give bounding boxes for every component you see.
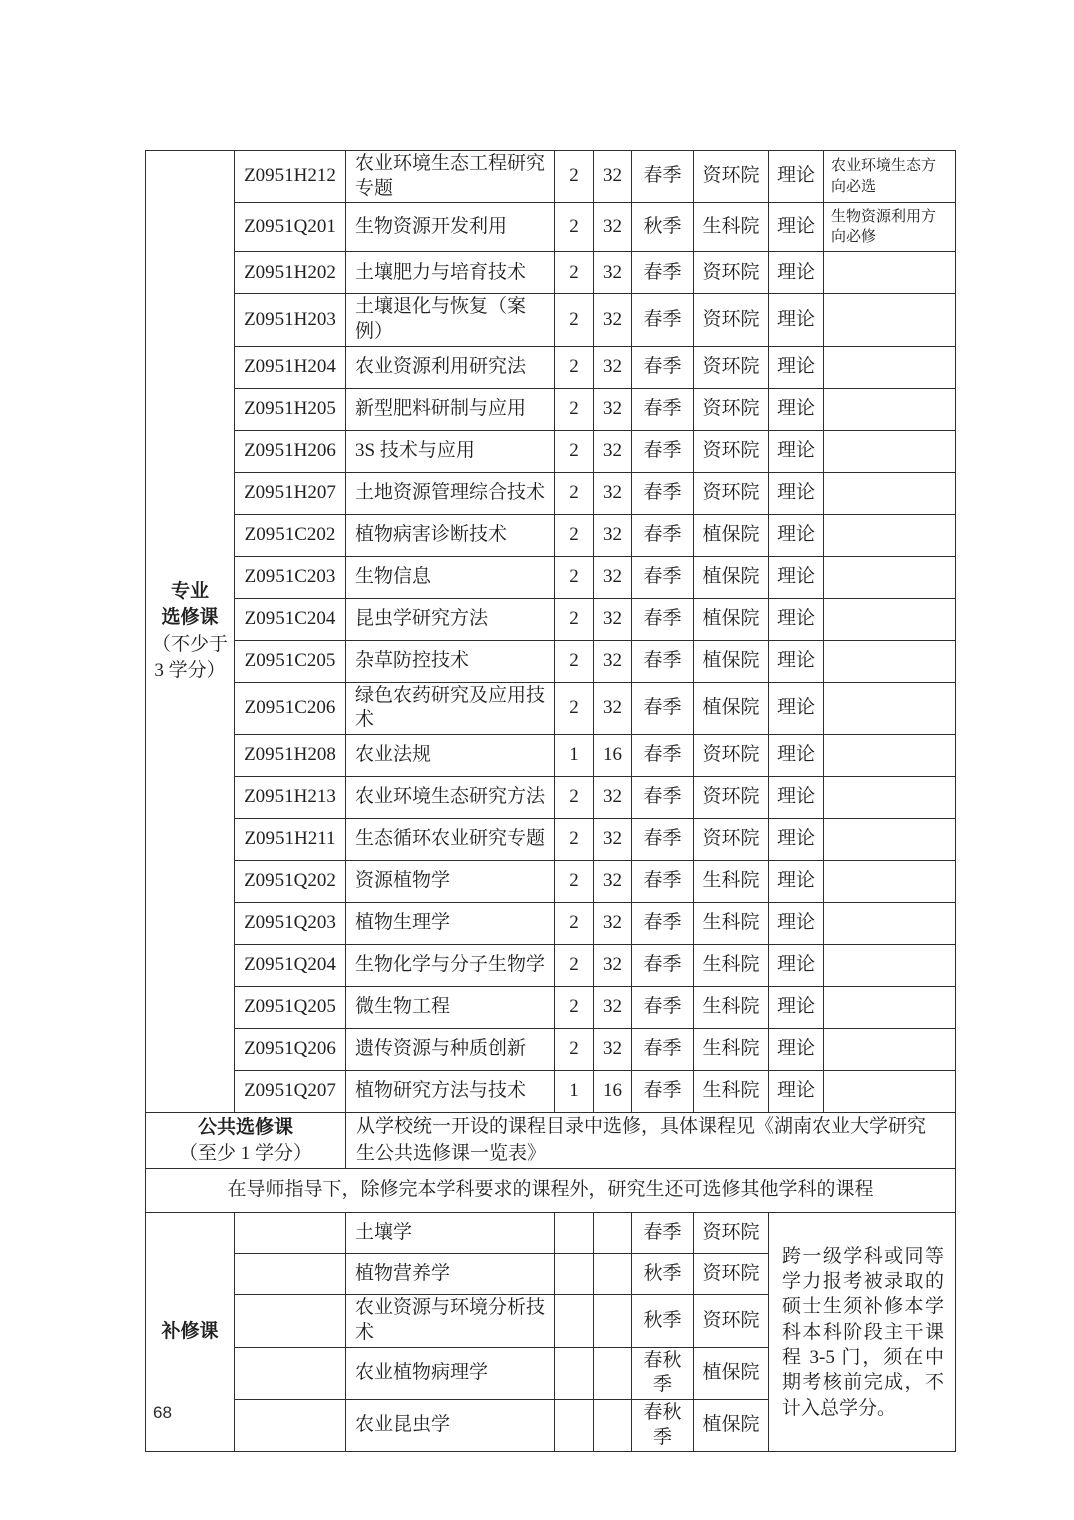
department-cell: 生科院: [694, 903, 769, 945]
course-name-cell: 微生物工程: [346, 987, 555, 1029]
department-cell: 资环院: [694, 777, 769, 819]
remark-cell: [824, 945, 956, 987]
public-elective-description-cell: 从学校统一开设的课程目录中选修，具体课程见《湖南农业大学研究生公共选修课一览表》: [346, 1113, 956, 1169]
course-code-cell: [235, 1347, 346, 1399]
course-row: [146, 777, 956, 819]
course-name-cell: 农业植物病理学: [346, 1347, 555, 1399]
hours-cell: 32: [594, 640, 632, 682]
semester-cell: 春秋季: [632, 1400, 694, 1452]
hours-cell: 16: [594, 735, 632, 777]
hours-cell: 32: [594, 819, 632, 861]
department-cell: 植保院: [694, 682, 769, 734]
remark-cell: [824, 640, 956, 682]
remark-cell: [824, 987, 956, 1029]
credits-cell: 2: [555, 346, 594, 388]
course-name-cell: 绿色农药研究及应用技术: [346, 682, 555, 734]
course-row: [146, 151, 956, 203]
course-type-cell: 理论: [769, 1029, 824, 1071]
department-cell: 资环院: [694, 388, 769, 430]
credits-cell: 2: [555, 945, 594, 987]
course-row: [146, 945, 956, 987]
credits-cell: 2: [555, 777, 594, 819]
course-name-cell: 土壤肥力与培育技术: [346, 252, 555, 294]
elective-category-note: 3 学分）: [154, 659, 226, 681]
department-cell: 资环院: [694, 819, 769, 861]
hours-cell: 32: [594, 987, 632, 1029]
course-name-cell: 农业环境生态研究方法: [346, 777, 555, 819]
credits-cell: 2: [555, 203, 594, 252]
course-type-cell: 理论: [769, 556, 824, 598]
hours-cell: 32: [594, 903, 632, 945]
semester-cell: 春季: [632, 151, 694, 203]
department-cell: 植保院: [694, 514, 769, 556]
semester-cell: 秋季: [632, 1254, 694, 1295]
course-name-cell: 新型肥料研制与应用: [346, 388, 555, 430]
remark-cell: [824, 388, 956, 430]
hours-cell: 32: [594, 777, 632, 819]
semester-cell: 春季: [632, 987, 694, 1029]
credits-cell: [555, 1400, 594, 1452]
semester-cell: 春季: [632, 252, 694, 294]
remark-cell: 生物资源利用方向必修: [824, 203, 956, 252]
department-cell: 生科院: [694, 203, 769, 252]
hours-cell: 32: [594, 861, 632, 903]
hours-cell: 32: [594, 682, 632, 734]
department-cell: 资环院: [694, 151, 769, 203]
course-row: [146, 735, 956, 777]
course-name-cell: 3S 技术与应用: [346, 430, 555, 472]
course-type-cell: 理论: [769, 151, 824, 203]
course-row: [146, 861, 956, 903]
course-name-cell: 生物信息: [346, 556, 555, 598]
credits-cell: 2: [555, 514, 594, 556]
course-row: [146, 430, 956, 472]
credits-cell: [555, 1295, 594, 1347]
course-code-cell: Z0951Q203: [235, 903, 346, 945]
remark-cell: 农业环境生态方向必选: [824, 151, 956, 203]
department-cell: 资环院: [694, 294, 769, 346]
department-cell: 资环院: [694, 472, 769, 514]
course-name-cell: 土壤学: [346, 1213, 555, 1254]
credits-cell: [555, 1213, 594, 1254]
course-name-cell: 植物病害诊断技术: [346, 514, 555, 556]
page-number: 68: [153, 1403, 172, 1422]
course-row: [146, 598, 956, 640]
remark-cell: [824, 903, 956, 945]
course-code-cell: Z0951C204: [235, 598, 346, 640]
course-type-cell: 理论: [769, 472, 824, 514]
course-name-cell: 植物研究方法与技术: [346, 1071, 555, 1113]
remark-cell: [824, 1071, 956, 1113]
department-cell: 生科院: [694, 987, 769, 1029]
credits-cell: 2: [555, 294, 594, 346]
course-code-cell: [235, 1254, 346, 1295]
course-code-cell: Z0951C206: [235, 682, 346, 734]
semester-cell: 春季: [632, 556, 694, 598]
course-type-cell: 理论: [769, 945, 824, 987]
course-name-cell: 农业资源利用研究法: [346, 346, 555, 388]
course-code-cell: Z0951Q205: [235, 987, 346, 1029]
department-cell: 生科院: [694, 1029, 769, 1071]
semester-cell: 春季: [632, 294, 694, 346]
remark-cell: [824, 735, 956, 777]
remark-cell: [824, 819, 956, 861]
course-row: [146, 903, 956, 945]
semester-cell: 春季: [632, 346, 694, 388]
elective-category-cell: [146, 151, 235, 1113]
remark-cell: [824, 514, 956, 556]
credits-cell: 2: [555, 819, 594, 861]
hours-cell: 32: [594, 472, 632, 514]
public-elective-title: 公共选修课: [197, 1116, 293, 1138]
elective-category-note: （不少于: [151, 633, 228, 655]
remark-cell: [824, 472, 956, 514]
makeup-course-row: [146, 1213, 956, 1254]
department-cell: 植保院: [694, 1347, 769, 1399]
course-name-cell: 生物化学与分子生物学: [346, 945, 555, 987]
course-name-cell: 农业资源与环境分析技术: [346, 1295, 555, 1347]
semester-cell: 春季: [632, 819, 694, 861]
course-row: [146, 1029, 956, 1071]
course-name-cell: 植物生理学: [346, 903, 555, 945]
course-name-cell: 资源植物学: [346, 861, 555, 903]
credits-cell: 2: [555, 682, 594, 734]
course-table-body: [146, 151, 956, 1452]
course-name-cell: 土地资源管理综合技术: [346, 472, 555, 514]
department-cell: 资环院: [694, 1213, 769, 1254]
course-name-cell: 农业法规: [346, 735, 555, 777]
remark-cell: [824, 252, 956, 294]
semester-cell: 春秋季: [632, 1347, 694, 1399]
course-type-cell: 理论: [769, 819, 824, 861]
semester-cell: 春季: [632, 472, 694, 514]
hours-cell: 32: [594, 556, 632, 598]
department-cell: 资环院: [694, 735, 769, 777]
department-cell: 植保院: [694, 598, 769, 640]
elective-category-label: 专业: [170, 581, 209, 603]
course-name-cell: 农业环境生态工程研究专题: [346, 151, 555, 203]
course-name-cell: 生物资源开发利用: [346, 203, 555, 252]
semester-cell: 春季: [632, 1029, 694, 1071]
course-row: [146, 682, 956, 734]
course-type-cell: 理论: [769, 735, 824, 777]
course-type-cell: 理论: [769, 203, 824, 252]
semester-cell: 春季: [632, 1071, 694, 1113]
course-type-cell: 理论: [769, 987, 824, 1029]
department-cell: 植保院: [694, 556, 769, 598]
course-code-cell: Z0951H211: [235, 819, 346, 861]
credits-cell: 2: [555, 903, 594, 945]
course-type-cell: 理论: [769, 903, 824, 945]
department-cell: 植保院: [694, 640, 769, 682]
public-elective-label-cell: [146, 1113, 346, 1169]
course-row: [146, 203, 956, 252]
credits-cell: 2: [555, 987, 594, 1029]
department-cell: 资环院: [694, 1295, 769, 1347]
hours-cell: 32: [594, 388, 632, 430]
course-code-cell: Z0951Q207: [235, 1071, 346, 1113]
hours-cell: 32: [594, 252, 632, 294]
semester-cell: 春季: [632, 945, 694, 987]
remark-cell: [824, 777, 956, 819]
course-type-cell: 理论: [769, 598, 824, 640]
hours-cell: [594, 1400, 632, 1452]
credits-cell: 2: [555, 472, 594, 514]
course-name-cell: 杂草防控技术: [346, 640, 555, 682]
course-row: [146, 294, 956, 346]
public-elective-row: [146, 1113, 956, 1169]
credits-cell: 2: [555, 388, 594, 430]
course-code-cell: Z0951H205: [235, 388, 346, 430]
department-cell: 生科院: [694, 1071, 769, 1113]
course-name-cell: 土壤退化与恢复（案例）: [346, 294, 555, 346]
tutor-note-cell: 在导师指导下，除修完本学科要求的课程外，研究生还可选修其他学科的课程: [146, 1169, 956, 1213]
makeup-category-cell: 补修课: [146, 1213, 235, 1452]
semester-cell: 春季: [632, 777, 694, 819]
hours-cell: [594, 1213, 632, 1254]
credits-cell: 2: [555, 640, 594, 682]
course-type-cell: 理论: [769, 861, 824, 903]
department-cell: 资环院: [694, 252, 769, 294]
course-row: [146, 346, 956, 388]
remark-cell: [824, 294, 956, 346]
credits-cell: 2: [555, 861, 594, 903]
semester-cell: 春季: [632, 640, 694, 682]
credits-cell: 1: [555, 1071, 594, 1113]
department-cell: 生科院: [694, 861, 769, 903]
course-name-cell: 生态循环农业研究专题: [346, 819, 555, 861]
credits-cell: 2: [555, 151, 594, 203]
tutor-note-row: [146, 1169, 956, 1213]
department-cell: 资环院: [694, 430, 769, 472]
hours-cell: 32: [594, 203, 632, 252]
semester-cell: 秋季: [632, 1295, 694, 1347]
credits-cell: [555, 1254, 594, 1295]
course-code-cell: Z0951H213: [235, 777, 346, 819]
course-row: [146, 472, 956, 514]
department-cell: 植保院: [694, 1400, 769, 1452]
course-name-cell: 遗传资源与种质创新: [346, 1029, 555, 1071]
credits-cell: 2: [555, 430, 594, 472]
remark-cell: [824, 430, 956, 472]
hours-cell: [594, 1295, 632, 1347]
remark-cell: [824, 346, 956, 388]
credits-cell: 2: [555, 598, 594, 640]
course-type-cell: 理论: [769, 346, 824, 388]
remark-cell: [824, 1029, 956, 1071]
hours-cell: 32: [594, 346, 632, 388]
department-cell: 资环院: [694, 1254, 769, 1295]
course-row: [146, 987, 956, 1029]
credits-cell: 2: [555, 1029, 594, 1071]
course-code-cell: [235, 1213, 346, 1254]
semester-cell: 春季: [632, 598, 694, 640]
course-code-cell: Z0951Q201: [235, 203, 346, 252]
course-row: [146, 252, 956, 294]
hours-cell: 32: [594, 598, 632, 640]
course-code-cell: Z0951H203: [235, 294, 346, 346]
semester-cell: 春季: [632, 903, 694, 945]
course-code-cell: Z0951H212: [235, 151, 346, 203]
department-cell: 生科院: [694, 945, 769, 987]
course-code-cell: Z0951C203: [235, 556, 346, 598]
semester-cell: 春季: [632, 388, 694, 430]
course-code-cell: [235, 1295, 346, 1347]
course-row: [146, 556, 956, 598]
course-type-cell: 理论: [769, 514, 824, 556]
course-code-cell: Z0951Q204: [235, 945, 346, 987]
course-type-cell: 理论: [769, 682, 824, 734]
course-code-cell: Z0951H208: [235, 735, 346, 777]
course-type-cell: 理论: [769, 640, 824, 682]
course-type-cell: 理论: [769, 388, 824, 430]
remark-cell: [824, 598, 956, 640]
course-table: [145, 150, 956, 1452]
course-name-cell: 植物营养学: [346, 1254, 555, 1295]
course-code-cell: Z0951H202: [235, 252, 346, 294]
course-code-cell: Z0951H207: [235, 472, 346, 514]
credits-cell: 2: [555, 556, 594, 598]
course-name-cell: 昆虫学研究方法: [346, 598, 555, 640]
makeup-note-cell: 跨一级学科或同等学力报考被录取的硕士生须补修本学科本科阶段主干课程 3-5 门，须在中期考核前完成，不计入总学分。: [769, 1213, 956, 1452]
course-code-cell: Z0951H206: [235, 430, 346, 472]
course-type-cell: 理论: [769, 252, 824, 294]
course-code-cell: Z0951C205: [235, 640, 346, 682]
semester-cell: 秋季: [632, 203, 694, 252]
semester-cell: 春季: [632, 735, 694, 777]
course-type-cell: 理论: [769, 430, 824, 472]
hours-cell: 32: [594, 514, 632, 556]
course-row: [146, 388, 956, 430]
course-type-cell: 理论: [769, 294, 824, 346]
course-row: [146, 1071, 956, 1113]
hours-cell: 16: [594, 1071, 632, 1113]
course-code-cell: Z0951Q202: [235, 861, 346, 903]
course-type-cell: 理论: [769, 1071, 824, 1113]
course-row: [146, 514, 956, 556]
hours-cell: [594, 1254, 632, 1295]
semester-cell: 春季: [632, 430, 694, 472]
hours-cell: 32: [594, 294, 632, 346]
hours-cell: 32: [594, 1029, 632, 1071]
semester-cell: 春季: [632, 1213, 694, 1254]
semester-cell: 春季: [632, 861, 694, 903]
course-row: [146, 640, 956, 682]
public-elective-note: （至少 1 学分）: [178, 1142, 312, 1164]
credits-cell: [555, 1347, 594, 1399]
course-name-cell: 农业昆虫学: [346, 1400, 555, 1452]
remark-cell: [824, 682, 956, 734]
hours-cell: 32: [594, 945, 632, 987]
course-type-cell: 理论: [769, 777, 824, 819]
course-code-cell: [235, 1400, 346, 1452]
semester-cell: 春季: [632, 514, 694, 556]
course-row: [146, 819, 956, 861]
course-code-cell: Z0951H204: [235, 346, 346, 388]
credits-cell: 2: [555, 252, 594, 294]
remark-cell: [824, 556, 956, 598]
credits-cell: 1: [555, 735, 594, 777]
course-code-cell: Z0951Q206: [235, 1029, 346, 1071]
hours-cell: 32: [594, 430, 632, 472]
course-code-cell: Z0951C202: [235, 514, 346, 556]
elective-category-label: 选修课: [161, 607, 219, 629]
semester-cell: 春季: [632, 682, 694, 734]
hours-cell: 32: [594, 151, 632, 203]
remark-cell: [824, 861, 956, 903]
department-cell: 资环院: [694, 346, 769, 388]
hours-cell: [594, 1347, 632, 1399]
